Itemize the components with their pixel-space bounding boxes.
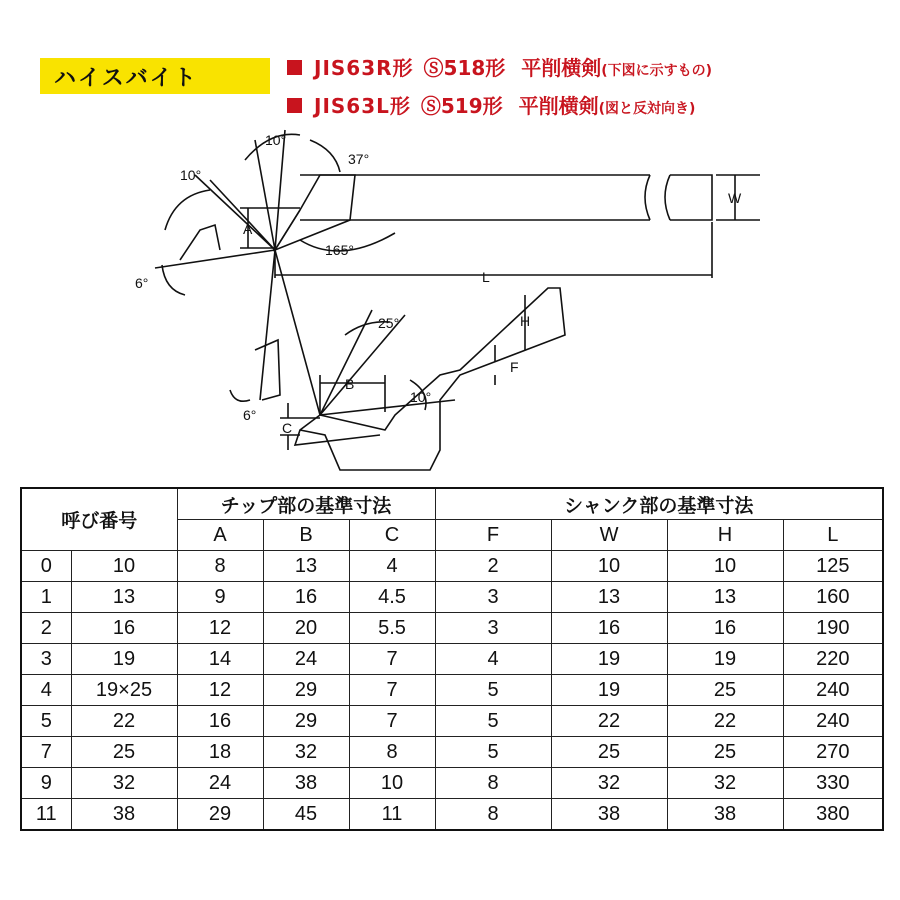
table-cell: 5 [21, 706, 71, 737]
table-cell: 4.5 [349, 582, 435, 613]
table-cell: 38 [667, 799, 783, 831]
table-cell: 25 [551, 737, 667, 768]
table-cell: 22 [667, 706, 783, 737]
table-cell: 380 [783, 799, 883, 831]
table-cell: 8 [177, 551, 263, 582]
header-w: W [551, 520, 667, 551]
table-cell: 5.5 [349, 613, 435, 644]
table-cell: 16 [263, 582, 349, 613]
table-cell: 2 [435, 551, 551, 582]
label-angle-165: 165° [325, 242, 354, 258]
table-cell: 240 [783, 675, 883, 706]
spec-model: Ⓢ518形 [423, 56, 506, 80]
table-cell: 16 [667, 613, 783, 644]
table-cell: 7 [349, 675, 435, 706]
table-cell: 38 [263, 768, 349, 799]
table-cell: 18 [177, 737, 263, 768]
label-dim-l: L [482, 269, 490, 285]
product-title: ハイスバイト [54, 65, 198, 91]
table-cell: 7 [21, 737, 71, 768]
table-cell: 25 [667, 675, 783, 706]
table-cell: 32 [71, 768, 177, 799]
table-cell: 19×25 [71, 675, 177, 706]
label-dim-f: F [510, 359, 519, 375]
header-c: C [349, 520, 435, 551]
table-cell: 14 [177, 644, 263, 675]
table-cell: 29 [177, 799, 263, 831]
table-cell: 22 [71, 706, 177, 737]
label-angle-10-left: 10° [180, 167, 202, 183]
table-cell: 7 [349, 644, 435, 675]
shank-top-outline [300, 175, 712, 220]
spec-model: Ⓢ519形 [420, 94, 503, 118]
header-a: A [177, 520, 263, 551]
spec-line-r [287, 52, 887, 90]
header-tip: チップ部の基準寸法 [177, 488, 435, 520]
header-f: F [435, 520, 551, 551]
table-cell: 220 [783, 644, 883, 675]
table-cell: 5 [435, 675, 551, 706]
table-cell: 38 [551, 799, 667, 831]
table-cell: 240 [783, 706, 883, 737]
label-angle-6-left: 6° [135, 275, 149, 291]
header-l: L [783, 520, 883, 551]
table-cell: 0 [21, 551, 71, 582]
table-cell: 8 [435, 768, 551, 799]
table-cell: 9 [177, 582, 263, 613]
label-angle-25: 25° [378, 315, 400, 331]
table-cell: 19 [551, 675, 667, 706]
table-cell: 7 [349, 706, 435, 737]
table-row [21, 582, 883, 613]
label-angle-10-lower: 10° [410, 389, 432, 405]
table-cell: 16 [71, 613, 177, 644]
table-row [21, 551, 883, 582]
table-cell: 25 [667, 737, 783, 768]
table-cell: 9 [21, 768, 71, 799]
table-cell: 19 [667, 644, 783, 675]
table-cell: 24 [177, 768, 263, 799]
table-cell: 8 [349, 737, 435, 768]
table-row [21, 675, 883, 706]
table-cell: 13 [667, 582, 783, 613]
table-header-row-1 [21, 488, 883, 520]
dimension-table [20, 487, 884, 831]
table-cell: 16 [551, 613, 667, 644]
spec-code: JIS63R形 [314, 56, 414, 80]
table-cell: 12 [177, 613, 263, 644]
table-cell: 190 [783, 613, 883, 644]
table-cell: 22 [551, 706, 667, 737]
table-row [21, 799, 883, 831]
spec-desc: 平削横剣 [518, 94, 599, 118]
table-cell: 10 [667, 551, 783, 582]
table-cell: 19 [551, 644, 667, 675]
table-cell: 24 [263, 644, 349, 675]
table-cell: 270 [783, 737, 883, 768]
table-row [21, 644, 883, 675]
table-cell: 11 [349, 799, 435, 831]
table-cell: 5 [435, 737, 551, 768]
table-cell: 11 [21, 799, 71, 831]
table-cell: 38 [71, 799, 177, 831]
tool-diagram [0, 100, 900, 480]
table-row [21, 737, 883, 768]
table-cell: 45 [263, 799, 349, 831]
table-cell: 13 [263, 551, 349, 582]
table-row [21, 768, 883, 799]
header-b: B [263, 520, 349, 551]
table-cell: 5 [435, 706, 551, 737]
table-cell: 32 [667, 768, 783, 799]
table-cell: 4 [21, 675, 71, 706]
table-cell: 160 [783, 582, 883, 613]
table-cell: 32 [263, 737, 349, 768]
bullet-square-icon [287, 60, 302, 75]
shank-break-mark [645, 175, 670, 220]
label-dim-b: B [345, 376, 355, 392]
table-cell: 13 [71, 582, 177, 613]
spec-note: (図と反対向き) [598, 101, 696, 117]
table-cell: 13 [551, 582, 667, 613]
header-shank: シャンク部の基準寸法 [435, 488, 883, 520]
table-cell: 25 [71, 737, 177, 768]
table-cell: 29 [263, 706, 349, 737]
table-cell: 29 [263, 675, 349, 706]
table-cell: 16 [177, 706, 263, 737]
header-call-number: 呼び番号 [21, 488, 177, 551]
label-angle-10-top: 10° [265, 132, 287, 148]
table-cell: 4 [435, 644, 551, 675]
label-dim-a: A [243, 221, 253, 237]
table-row [21, 613, 883, 644]
table-cell: 2 [21, 613, 71, 644]
diagram-labels [135, 132, 742, 436]
table-cell: 125 [783, 551, 883, 582]
table-cell: 330 [783, 768, 883, 799]
table-cell: 1 [21, 582, 71, 613]
table-row [21, 706, 883, 737]
product-title-badge [40, 58, 270, 94]
table-cell: 20 [263, 613, 349, 644]
table-cell: 10 [349, 768, 435, 799]
label-angle-37: 37° [348, 151, 370, 167]
label-dim-h: H [520, 313, 531, 329]
header-h: H [667, 520, 783, 551]
table-cell: 19 [71, 644, 177, 675]
label-angle-6-bottom: 6° [243, 407, 257, 423]
tip-top-outline [275, 175, 355, 250]
table-cell: 32 [551, 768, 667, 799]
spec-desc: 平削横剣 [521, 56, 602, 80]
table-cell: 3 [21, 644, 71, 675]
table-cell: 3 [435, 613, 551, 644]
table-cell: 3 [435, 582, 551, 613]
side-view-outline [275, 250, 565, 470]
table-cell: 10 [551, 551, 667, 582]
table-cell: 10 [71, 551, 177, 582]
table-cell: 8 [435, 799, 551, 831]
table-cell: 4 [349, 551, 435, 582]
spec-code: JIS63L形 [314, 94, 411, 118]
table-cell: 12 [177, 675, 263, 706]
label-dim-c: C [282, 420, 293, 436]
spec-note: (下図に示すもの) [601, 63, 713, 79]
label-dim-w: W [728, 190, 742, 206]
